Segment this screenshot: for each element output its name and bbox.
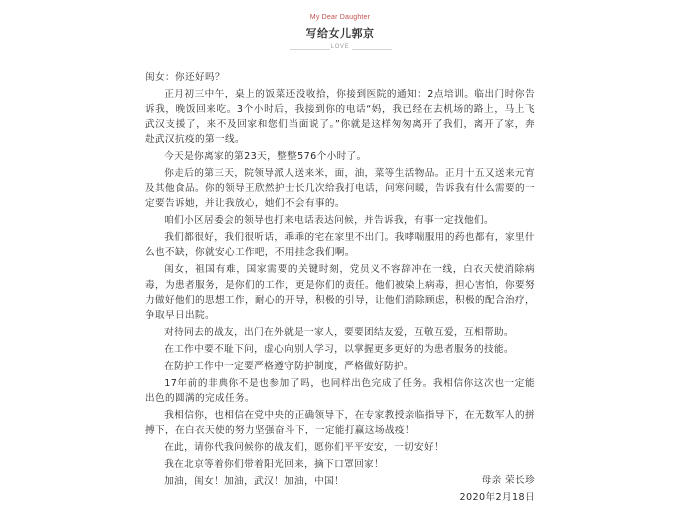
- letter-body: [145, 70, 535, 491]
- paragraph: 17年前的非典你不是也参加了吗，也同样出色完成了任务。我相信你这次也一定能出色的圆满的完成任务。: [145, 377, 535, 404]
- letter-date: 2020年2月18日: [459, 492, 535, 503]
- paragraph: 在工作中要不耻下问，虚心向别人学习，以掌握更多更好的为患者服务的技能。: [164, 343, 514, 355]
- paragraph: 我相信你，也相信在党中央的正确领导下，在专家教授亲临指导下，在无数军人的拼搏下，在白衣天使的努力坚强奋斗下，一定能打赢这场战疫！: [145, 409, 535, 436]
- paragraph: 我们都很好，我们很听话，乖乖的宅在家里不出门。我哮喘服用的药也都有，家里什么也不缺，你就安心工作吧，不用挂念我们啊。: [145, 232, 535, 259]
- paragraph: 加油，闺女！加油，武汉！加油，中国！: [164, 475, 345, 487]
- divider-line-right: [352, 49, 392, 50]
- paragraph: 咱们小区居委会的领导也打来电话表达问候，并告诉我，有事一定找他们。: [164, 215, 494, 227]
- paragraph: 正月初三中午，桌上的饭菜还没收拾，你接到医院的通知：2点培训。临出门时你告诉我，晚饭回来吃。3个小时后，我接到你的电话“妈，我已经在去机场的路上，马上飞武汉支援了，来不及回家和您们当面说了。”你就是这样匆匆离开了我们，离开了家，奔赴武汉抗疫的第一线。: [145, 88, 535, 146]
- paragraph: 闺女，祖国有难，国家需要的关键时刻，党员义不容辞冲在一线，白衣天使消除病毒，为患者服务，是你们的工作，更是你们的责任。他们被染上病毒，担心害怕，你要努力做好他们的思想工作，耐心的开导，积极的引导，让他们消除顾虑，积极的配合治疗，争取早日出院。: [145, 264, 535, 321]
- header-subtitle: My Dear Daughter: [309, 14, 371, 21]
- salutation: 闺女：你还好吗？: [145, 72, 225, 83]
- divider-text: LOVE: [330, 44, 350, 50]
- paragraph: 在此，请你代我问候你的战友们，愿你们平平安安，一切安好！: [164, 441, 445, 453]
- letter-title: 写给女儿郭京: [305, 27, 375, 40]
- paragraph: 在防护工作中一定要严格遵守防护制度，严格做好防护。: [164, 360, 415, 372]
- paragraph: 你走后的第三天，院领导派人送来米，面，油，菜等生活物品。正月十五又送来元宵及其他食品。你的领导王欣然护士长几次给我打电话，问寒问暖，告诉我有什么需要的一定要告诉她，并让我放心，她们不会有事的。: [145, 168, 535, 210]
- paragraph: 今天是你离家的第23天，整整576个小时了。: [164, 151, 367, 163]
- love-divider: [0, 44, 680, 54]
- paragraph: 我在北京等着你们带着阳光回来，摘下口罩回家！: [164, 458, 385, 470]
- signature: 母亲 荣长珍: [481, 475, 535, 486]
- paragraph: 对待同去的战友，出门在外就是一家人，要要团结友爱，互敬互爱，互相帮助。: [164, 326, 514, 338]
